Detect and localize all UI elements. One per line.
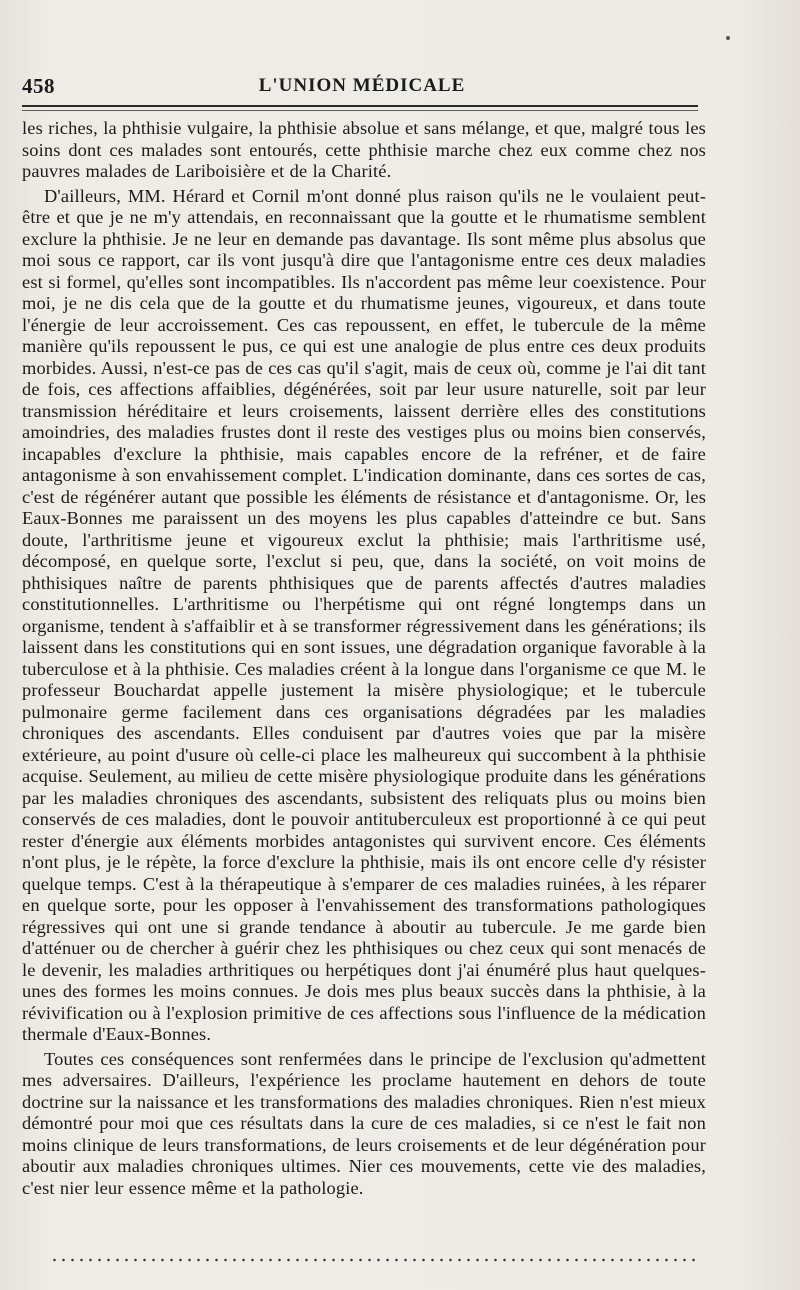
header-rule-thin <box>22 110 698 111</box>
running-title: L'UNION MÉDICALE <box>258 75 466 96</box>
paragraph: Toutes ces conséquences sont renfermées dans le principe de l'exclusion qu'admettent mes adversaires. D'ailleurs, l'expérience les proclame hautement en dehors de toute doctrine sur la naissance et les transformations des maladies chroniques. Rien n'est mieux démontré pour moi que ces résultats dans la cure de ces maladies, si ce n'est le fait non moins clinique de leurs transformations, de leurs croisements et de leur dégénération pour aboutir aux maladies chroniques ultimes. Nier ces mouvements, cette vie des maladies, c'est nier leur essence même et la pathologie. <box>22 1048 706 1198</box>
print-speck <box>726 36 730 40</box>
page-number: 458 <box>22 74 55 98</box>
paragraph-continued: les riches, la phthisie vulgaire, la phthisie absolue et sans mélange, et que, malgré tous les soins dont ces malades sont entourés, cette phthisie marche chez eux comme chez nos pauvres malades de Lariboisière et de la Charité. <box>22 118 706 181</box>
body-text <box>22 118 706 1248</box>
footer-dotted-rule <box>50 1258 700 1262</box>
paragraph: D'ailleurs, MM. Hérard et Cornil m'ont donné plus raison qu'ils ne le voulaient peut-être et que je ne m'y attendais, en reconnaissant que la goutte et le rhumatisme semblent exclure la phthisie. Je ne leur en demande pas davantage. Ils sont même plus absolus que moi sous ce rapport, car ils vont jusqu'à dire que l'antagonisme entre ces deux maladies est si formel, qu'elles sont incompatibles. Ils n'accordent pas même leur coexistence. Pour moi, je ne dis cela que de la goutte et du rhumatisme jeunes, vigoureux, et dans toute l'énergie de leur accroissement. Ces cas repoussent, en effet, le tubercule de la même manière qu'ils repoussent le pus, ce qui est une analogie de plus entre ces deux produits morbides. Aussi, n'est-ce pas de ces cas qu'il s'agit, mais de ceux où, comme je l'ai dit tant de fois, ces affections affaiblies, dégénérées, soit par leur usure naturelle, soit par leur transmission héréditaire et leurs croisements, laissent derrière elles des constitutions amoindries, des maladies frustes dont il reste des vestiges plus ou moins bien conservés, incapables d'exclure la phthisie, mais capables encore de la refréner, et de faire antagonisme à son envahissement complet. L'indication dominante, dans ces sortes de cas, c'est de régénérer autant que possible les éléments de résistance et d'antagonisme. Or, les Eaux-Bonnes me paraissent un des moyens les plus capables d'atteindre ce but. Sans doute, l'arthritisme jeune et vigoureux exclut la phthisie; mais l'arthritisme usé, décomposé, en quelque sorte, l'exclut si peu, que, dans la société, on voit moins de phthisiques naître de parents phthisiques que de parents affectés d'autres maladies constitutionnelles. L'arthritisme ou l'herpétisme qui ont régné longtemps dans un organisme, tendent à s'affaiblir et à se transformer régressivement dans les générations; ils laissent dans les constitutions qui en sont issues, une dégradation organique favorable à la tuberculose et à la phthisie. Ces maladies créent à la longue dans l'organisme ce que M. le professeur Bouchardat appelle justement la misère physiologique; et le tubercule pulmonaire germe facilement dans ces organisations dégradées par les maladies chroniques des ascendants. Elles conduisent par d'autres voies que par la misère extérieure, au point d'usure où celle-ci place les malheureux qui succombent à la phthisie acquise. Seulement, au milieu de cette misère physiologique produite dans les générations par les maladies chroniques des ascendants, subsistent des reliquats plus ou moins bien conservés de ces maladies, dont le pouvoir antituberculeux est proportionné à ce qui peut rester d'énergie aux éléments morbides antagonistes qui survivent encore. Ces éléments n'ont plus, je le répète, la force d'exclure la phthisie, mais ils ont encore celle d'y résister quelque temps. C'est à la thérapeutique à s'emparer de ces maladies ruinées, à les réparer en quelque sorte, pour les opposer à l'envahissement des transformations pathologiques régressives qui ont une si grande tendance à aboutir au tubercule. Je me garde bien d'atténuer ou de chercher à guérir chez les phthisiques ou chez ceux qui sont menacés de le devenir, les maladies arthritiques ou herpétiques dont j'ai énuméré plus haut quelques-unes des formes les moins connues. Je dois mes plus beaux succès dans la phthisie, à la révivification ou à l'explosion primitive de ces affections sous l'influence de la médication thermale d'Eaux-Bonnes. <box>22 185 706 1044</box>
header-rule <box>22 105 698 107</box>
page-header <box>22 72 702 102</box>
